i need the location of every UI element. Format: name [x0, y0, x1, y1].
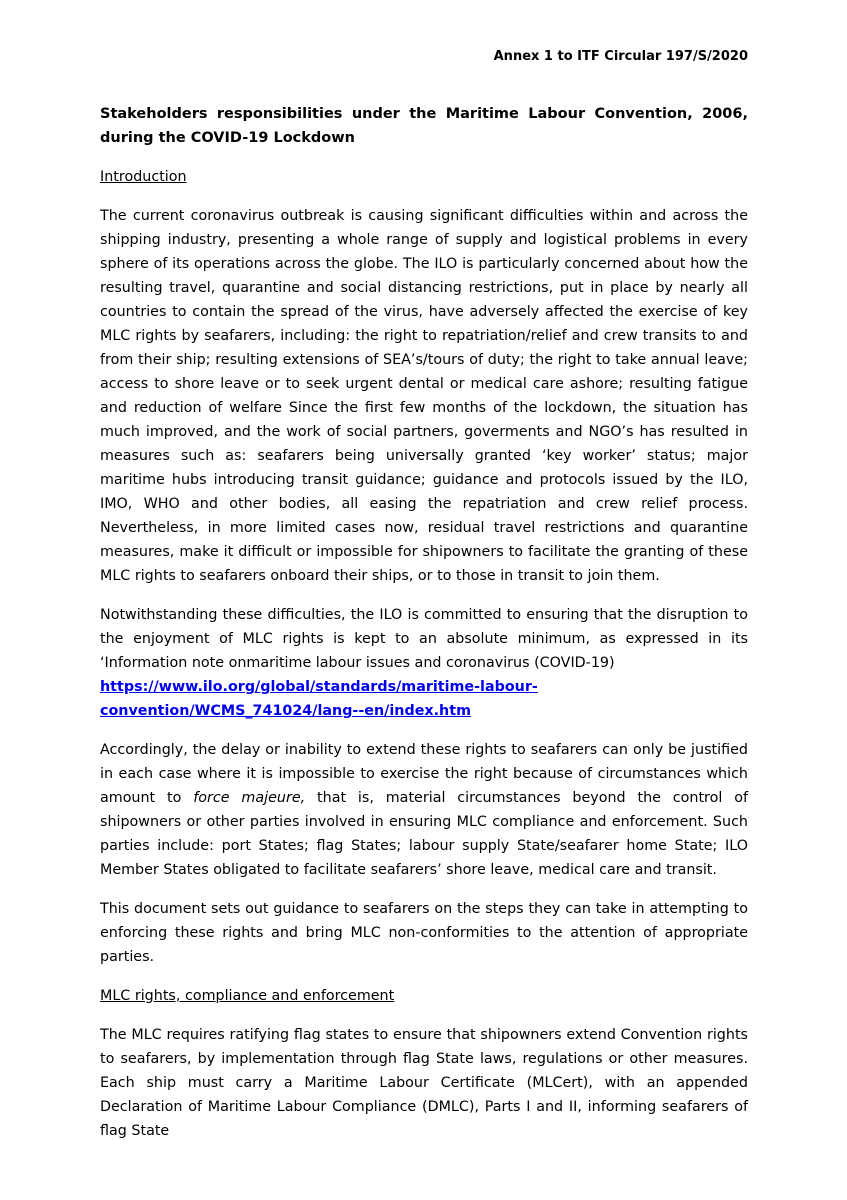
annex-reference: Annex 1 to ITF Circular 197/S/2020 [493, 49, 748, 64]
paragraph-intro-4: This document sets out guidance to seafarers on the steps they can take in attempting to enforcing these rights and bring MLC non-conformities to the attention of appropriate parties. [100, 901, 748, 965]
section-heading-introduction: Introduction [100, 169, 187, 185]
force-majeure-term: force majeure, [193, 790, 306, 806]
ilo-info-note-link-line-1[interactable]: https://www.ilo.org/global/standards/maritime-labour- [100, 679, 538, 695]
paragraph-intro-3-end: that is, material circumstances beyond the control of shipowners or other parties involved in ensuring MLC compliance and enforcement. Such parties include: port States; flag States; labour supply State/seafarer home State; ILO Member States obligated to facilitate seafarers’ shore leave, medical care and transit. [100, 790, 748, 878]
section-heading-mlc-rights: MLC rights, compliance and enforcement [100, 988, 395, 1004]
paragraph-intro-2: Notwithstanding these difficulties, the ILO is committed to ensuring that the disruption to the enjoyment of MLC rights is kept to an absolute minimum, as expressed in its ‘Information note onmaritime labour issues and coronavirus (COVID-19) [100, 607, 748, 671]
paragraph-intro-3 [100, 738, 748, 882]
ilo-info-note-link-line-2[interactable]: convention/WCMS_741024/lang--en/index.htm [100, 703, 471, 719]
ilo-link-block [100, 675, 748, 723]
document-body [100, 102, 748, 1158]
paragraph-intro-3-start: Accordingly, the delay or inability to extend these rights to seafarers can only be justified in each case where it is impossible to exercise the right because of circumstances which amount to [100, 742, 748, 806]
paragraph-mlc-1: The MLC requires ratifying flag states to ensure that shipowners extend Convention rights to seafarers, by implementation through flag State laws, regulations or other measures. Each ship must carry a Maritime Labour Certificate (MLCert), with an appended Declaration of Maritime Labour Compliance (DMLC), Parts I and II, informing seafarers of flag State [100, 1027, 748, 1139]
paragraph-intro-1: The current coronavirus outbreak is causing significant difficulties within and across the shipping industry, presenting a whole range of supply and logistical problems in every sphere of its operations across the globe. The ILO is particularly concerned about how the resulting travel, quarantine and social distancing restrictions, put in place by nearly all countries to contain the spread of the virus, have adversely affected the exercise of key MLC rights by seafarers, including: the right to repatriation/relief and crew transits to and from their ship; resulting extensions of SEA’s/tours of duty; the right to take annual leave; access to shore leave or to seek urgent dental or medical care ashore; resulting fatigue and reduction of welfare Since the first few months of the lockdown, the situation has much improved, and the work of social partners, goverments and NGO’s has resulted in measures such as: seafarers being universally granted ‘key worker’ status; major maritime hubs introducing transit guidance; guidance and protocols issued by the ILO, IMO, WHO and other bodies, all easing the repatriation and crew relief process. Nevertheless, in more limited cases now, residual travel restrictions and quarantine measures, make it difficult or impossible for shipowners to facilitate the granting of these MLC rights to seafarers onboard their ships, or to those in transit to join them. [100, 208, 748, 584]
document-title: Stakeholders responsibilities under the Maritime Labour Convention, 2006, during the COVID-19 Lockdown [100, 106, 748, 146]
